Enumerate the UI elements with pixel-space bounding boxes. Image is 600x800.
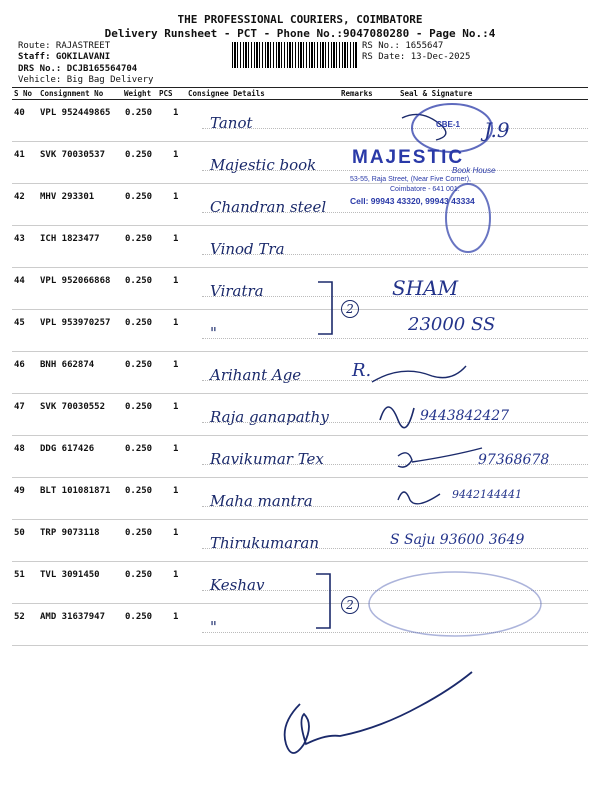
row-consignee-handwritten: Arihant Age — [210, 366, 302, 384]
row-consignee-handwritten: Majestic book — [210, 156, 317, 174]
row-consignee-handwritten: Ravikumar Tex — [210, 450, 324, 468]
row-consignee-handwritten: Viratra — [210, 282, 264, 300]
runsheet-subtitle: Delivery Runsheet - PCT - Phone No.:9047080280 - Page No.:4 — [104, 27, 496, 40]
majestic-stamp-sub: Book House — [452, 166, 496, 175]
col-remarks: Remarks — [341, 89, 373, 98]
signature-row-44: SHAM — [392, 276, 459, 300]
row-consignment-no: TRP 9073118 — [40, 528, 100, 538]
row-weight: 0.250 — [125, 486, 153, 496]
row-pcs: 1 — [173, 276, 179, 286]
row-sno: 45 — [14, 318, 25, 328]
row-pcs: 1 — [173, 612, 179, 622]
row-pcs: 1 — [173, 192, 179, 202]
signature-row-48: 97368678 — [478, 452, 550, 468]
row-weight: 0.250 — [125, 108, 153, 118]
row-pcs: 1 — [173, 360, 179, 370]
row-consignment-no: VPL 953970257 — [40, 318, 111, 328]
row-consignment-no: BNH 662874 — [40, 360, 95, 370]
signature-row-50: S Saju 93600 3649 — [390, 532, 525, 548]
row-sno: 52 — [14, 612, 25, 622]
bracket-44-45 — [318, 282, 332, 334]
row-pcs: 1 — [173, 402, 179, 412]
row-consignee-handwritten: Tanot — [210, 114, 253, 132]
row-weight: 0.250 — [125, 276, 153, 286]
rs-number: RS No.: 1655647 — [362, 41, 444, 51]
company-title: THE PROFESSIONAL COURIERS, COIMBATORE — [177, 13, 423, 26]
row-pcs: 1 — [173, 150, 179, 160]
row-weight: 0.250 — [125, 402, 153, 412]
majestic-stamp-name: MAJESTIC — [352, 147, 465, 168]
row-weight: 0.250 — [125, 318, 153, 328]
row-sno: 42 — [14, 192, 25, 202]
row-sno: 51 — [14, 570, 25, 580]
row-consignee-handwritten: Keshav — [210, 576, 265, 594]
row-sno: 46 — [14, 360, 25, 370]
row-weight: 0.250 — [125, 192, 153, 202]
signature-row-46-stroke — [372, 366, 466, 382]
round-stamp-label: CBE-1 — [436, 120, 461, 129]
route-label: Route: RAJASTREET — [18, 41, 111, 51]
round-stamp-side — [446, 184, 490, 252]
signature-row-40: J.9 — [484, 118, 510, 142]
row-pcs: 1 — [173, 486, 179, 496]
row-consignee-handwritten: " — [210, 324, 217, 342]
signature-row-47: 9443842427 — [420, 408, 510, 424]
rs-date: RS Date: 13-Dec-2025 — [362, 52, 471, 62]
row-sno: 44 — [14, 276, 25, 286]
row-consignment-no: MHV 293301 — [40, 192, 95, 202]
signature-row-47-stroke — [380, 407, 414, 428]
majestic-stamp-addr1: 53-55, Raja Street, (Near Five Corner), — [350, 176, 471, 183]
row-consignment-no: SVK 70030552 — [40, 402, 106, 412]
row-consignee-handwritten: Maha mantra — [210, 492, 313, 510]
row-sno: 47 — [14, 402, 25, 412]
row-consignment-no: VPL 952066868 — [40, 276, 111, 286]
bracket-51-52 — [316, 574, 330, 628]
row-pcs: 1 — [173, 570, 179, 580]
row-pcs: 1 — [173, 444, 179, 454]
signature-row-46: R. — [352, 360, 372, 381]
signature-row-49: 9442144441 — [452, 488, 522, 501]
row-consignment-no: SVK 70030537 — [40, 150, 106, 160]
row-consignment-no: BLT 101081871 — [40, 486, 111, 496]
signature-row-45: 23000 SS — [408, 314, 496, 335]
row-consignee-handwritten: " — [210, 618, 217, 636]
row-pcs: 1 — [173, 234, 179, 244]
remark-circle-44: 2 — [341, 300, 359, 318]
staff-label: Staff: GOKILAVANI — [18, 52, 111, 62]
row-weight: 0.250 — [125, 444, 153, 454]
row-sno: 49 — [14, 486, 25, 496]
majestic-stamp-addr2: Coimbatore - 641 001. — [390, 186, 460, 193]
row-pcs: 1 — [173, 528, 179, 538]
col-pcs: PCS — [159, 89, 173, 98]
row-consignee-handwritten: Chandran steel — [210, 198, 327, 216]
row-weight: 0.250 — [125, 528, 153, 538]
row-consignment-no: ICH 1823477 — [40, 234, 100, 244]
row-consignee-handwritten: Thirukumaran — [210, 534, 319, 552]
row-sno: 40 — [14, 108, 25, 118]
majestic-stamp-cell: Cell: 99943 43320, 99943 43334 — [350, 196, 475, 206]
col-sno: S No — [14, 89, 33, 98]
row-consignment-no: AMD 31637947 — [40, 612, 106, 622]
row-weight: 0.250 — [125, 570, 153, 580]
row-weight: 0.250 — [125, 612, 153, 622]
signature-row-49-stroke — [398, 492, 440, 504]
remark-circle-51: 2 — [341, 596, 359, 614]
row-consignee-handwritten: Raja ganapathy — [210, 408, 329, 426]
row-consignment-no: TVL 3091450 — [40, 570, 100, 580]
row-consignee-handwritten: Vinod Tra — [210, 240, 285, 258]
col-consignment: Consignment No — [40, 89, 104, 98]
row-weight: 0.250 — [125, 150, 153, 160]
col-seal: Seal & Signature — [400, 89, 473, 98]
row-sno: 50 — [14, 528, 25, 538]
col-consignee: Consignee Details — [188, 89, 265, 98]
row-consignment-no: VPL 952449865 — [40, 108, 111, 118]
row-sno: 48 — [14, 444, 25, 454]
row-consignment-no: DDG 617426 — [40, 444, 95, 454]
row-sno: 43 — [14, 234, 25, 244]
row-weight: 0.250 — [125, 234, 153, 244]
row-sno: 41 — [14, 150, 25, 160]
round-stamp-bottom — [369, 572, 541, 636]
footer-signature — [285, 672, 472, 753]
drs-label: DRS No.: DCJB165564704 — [18, 64, 138, 74]
row-pcs: 1 — [173, 108, 179, 118]
row-pcs: 1 — [173, 318, 179, 328]
vehicle-label: Vehicle: Big Bag Delivery — [18, 75, 154, 85]
row-weight: 0.250 — [125, 360, 153, 370]
col-weight: Weight — [124, 89, 152, 98]
signature-row-48-stroke — [398, 448, 482, 467]
